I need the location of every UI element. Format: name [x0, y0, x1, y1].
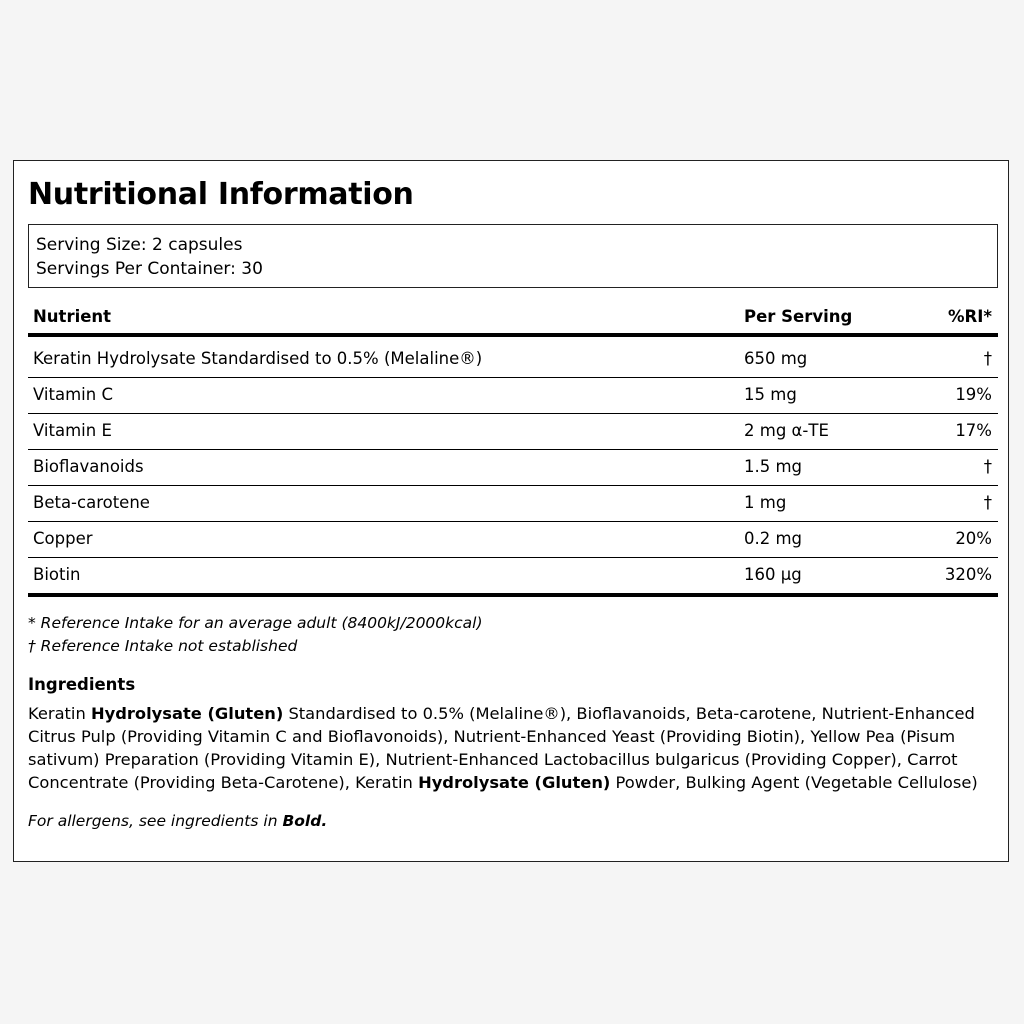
nutrient-table [28, 301, 998, 597]
table-row [28, 522, 998, 558]
ingredients-heading: Ingredients [28, 675, 136, 694]
ingredients-allergen: Hydrolysate (Gluten) [90, 704, 284, 723]
nutrient-per-serving: 1.5 mg [744, 457, 803, 476]
ri-footnote: * Reference Intake for an average adult (8400kJ/2000kcal) [28, 614, 483, 632]
ingredients-allergen: Hydrolysate (Gluten) [418, 773, 611, 792]
nutrient-name: Beta-carotene [33, 493, 150, 512]
nutrient-name: Copper [33, 529, 93, 548]
table-header [28, 301, 998, 337]
nutrient-ri: † [983, 349, 992, 368]
header-ri: %RI* [947, 307, 992, 326]
header-per-serving: Per Serving [744, 307, 853, 326]
nutrient-per-serving: 15 mg [744, 385, 797, 404]
ingredients-part: Keratin [28, 704, 91, 723]
nutrient-name: Keratin Hydrolysate Standardised to 0.5% (Melaline®) [33, 349, 483, 368]
header-nutrient: Nutrient [33, 307, 112, 326]
serving-size: Serving Size: 2 capsules [36, 235, 243, 255]
allergen-note [28, 812, 327, 830]
nutrition-panel [13, 160, 1009, 862]
dagger-footnote: † Reference Intake not established [28, 637, 298, 655]
allergen-note-text: For allergens, see ingredients in [28, 812, 283, 830]
nutrient-per-serving: 0.2 mg [744, 529, 803, 548]
nutrient-per-serving: 1 mg [744, 493, 787, 512]
footnotes [28, 612, 483, 658]
servings-per-container: Servings Per Container: 30 [36, 259, 263, 279]
nutrient-ri: 20% [955, 529, 992, 548]
table-row [28, 337, 998, 378]
serving-info-box [28, 224, 998, 288]
ingredients-part: Standardised to 0.5% (Melaline®), Bioflavanoids, Beta-carotene, Nutrient-Enhanced Citrus Pulp (Providing Vitamin C and Bioflavonoids), Nutrient-Enhanced Yeast (Providing Biotin), Yellow Pea (Pisum sativum) Preparation (Providing Vitamin E), Nutrient-Enhanced Lactobacillus bulgaricus (Providing Copper), Carrot Concentrate (Providing Beta-Carotene), Keratin [28, 704, 975, 792]
page-title: Nutritional Information [28, 177, 414, 212]
nutrient-ri: † [983, 457, 992, 476]
table-row [28, 486, 998, 522]
nutrient-name: Biotin [33, 565, 81, 584]
table-row [28, 558, 998, 597]
allergen-note-bold: Bold. [282, 812, 328, 830]
nutrient-per-serving: 650 mg [744, 349, 808, 368]
ingredients-text [28, 702, 1003, 794]
nutrient-ri: 17% [955, 421, 992, 440]
nutrient-ri: † [983, 493, 992, 512]
nutrient-name: Bioflavanoids [33, 457, 144, 476]
table-row [28, 450, 998, 486]
nutrient-name: Vitamin C [33, 385, 113, 404]
table-row [28, 378, 998, 414]
table-row [28, 414, 998, 450]
ingredients-part: Powder, Bulking Agent (Vegetable Cellulose) [610, 773, 978, 792]
nutrient-per-serving: 160 μg [744, 565, 802, 584]
nutrient-per-serving: 2 mg α-TE [744, 421, 829, 440]
nutrient-ri: 19% [955, 385, 992, 404]
nutrient-ri: 320% [944, 565, 992, 584]
nutrient-name: Vitamin E [33, 421, 112, 440]
